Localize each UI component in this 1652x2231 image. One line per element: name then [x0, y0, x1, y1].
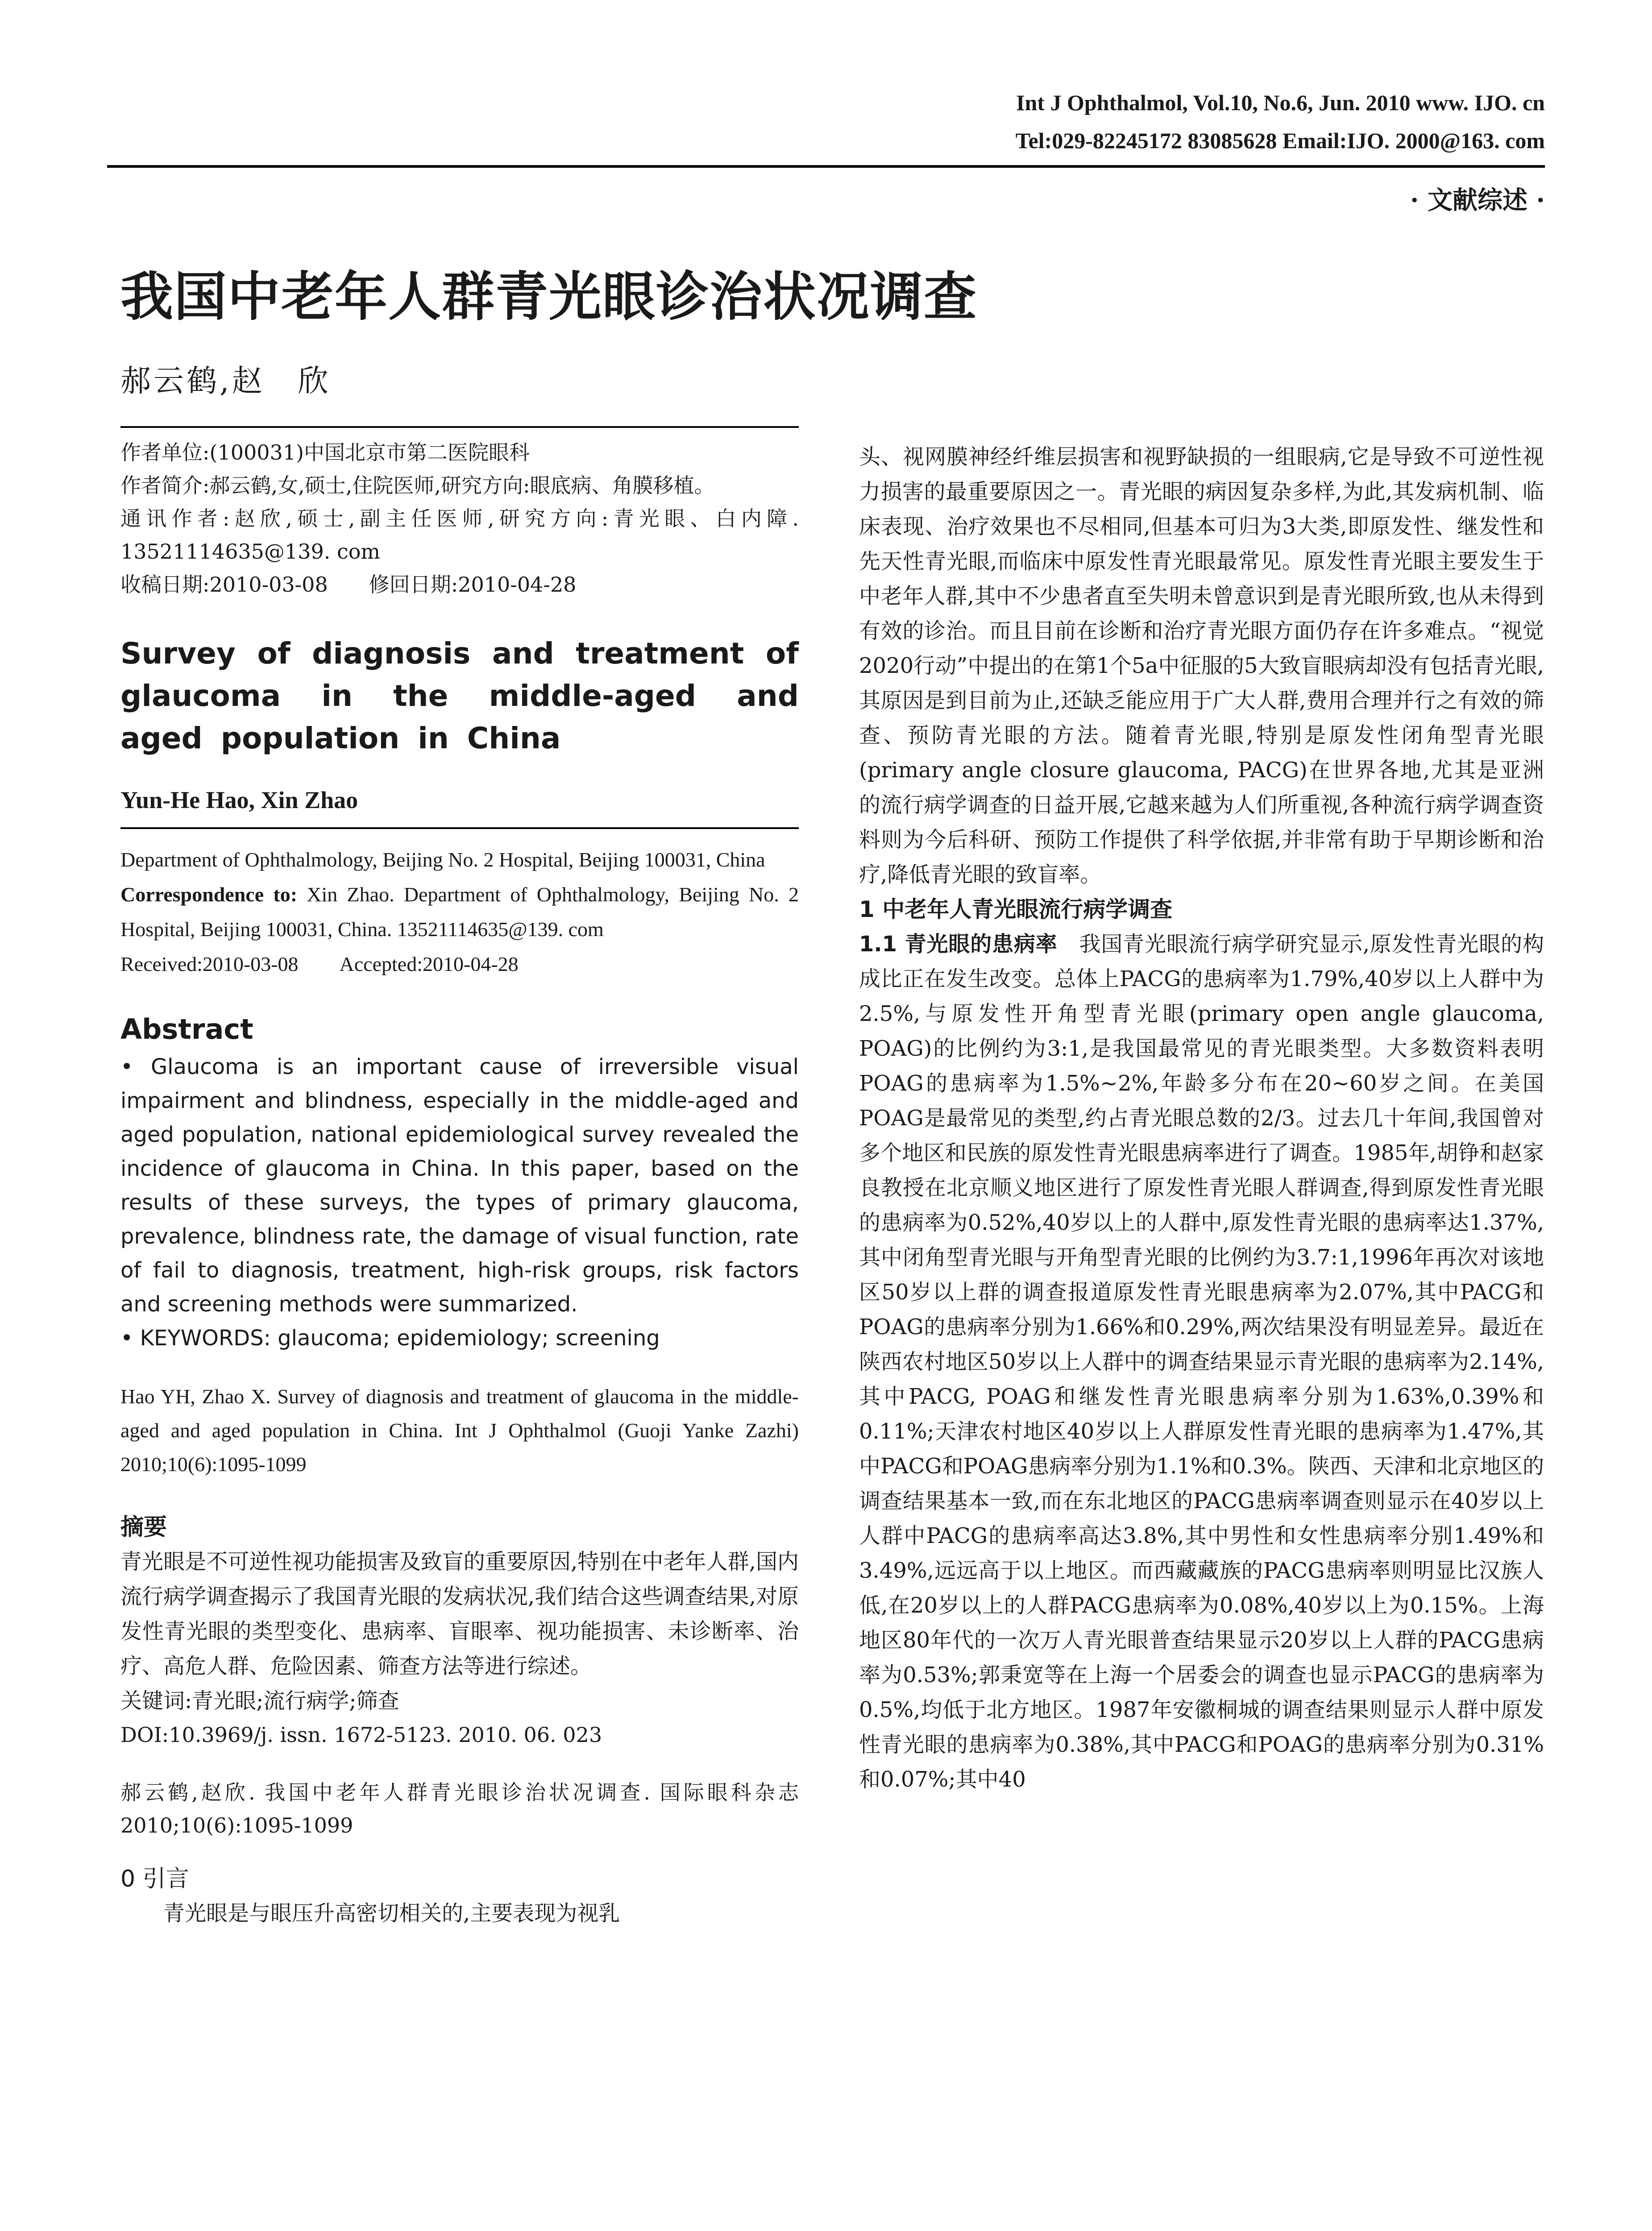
corresponding-author-zh: 通讯作者:赵欣,硕士,副主任医师,研究方向:青光眼、白内障. 13521114635@139. com — [120, 506, 799, 564]
intro-text: 青光眼是与眼压升高密切相关的,主要表现为视乳 — [163, 1901, 620, 1926]
article-title-en: Survey of diagnosis and treatment of glaucoma in the middle-aged and aged population in China — [120, 636, 799, 755]
citation-zh: 郝云鹤,赵欣. 我国中老年人群青光眼诊治状况调查. 国际眼科杂志 2010;10(6):1095-1099 — [120, 1780, 799, 1837]
header-rule — [107, 165, 1545, 168]
affiliation-en: Department of Ophthalmology, Beijing No. 2 Hospital, Beijing 100031, China — [120, 848, 765, 871]
zh-keywords: 关键词:青光眼;流行病学;筛查 — [120, 1688, 399, 1713]
intro-heading: 0 引言 — [120, 1866, 189, 1892]
section-tag: · 文献综述 · — [1410, 186, 1545, 215]
correspondence-label: Correspondence to: — [120, 883, 298, 906]
author-bio-zh: 作者简介:郝云鹤,女,硕士,住院医师,研究方向:眼底病、角膜移植。 — [120, 473, 715, 498]
zh-abstract-heading: 摘要 — [120, 1514, 167, 1541]
doi: DOI:10.3969/j. issn. 1672-5123. 2010. 06. 023 — [120, 1723, 602, 1747]
correspondence-text: Xin Zhao. Department of Ophthalmology, Beijing No. 2 Hospital, Beijing 100031, China. 13521114635@139. com — [120, 883, 799, 941]
journal-header-line2: Tel:029-82245172 83085628 Email:IJO. 2000@163. com — [1015, 128, 1545, 153]
body-paragraph-2 — [859, 927, 1544, 1797]
abstract-heading: Abstract — [120, 1013, 253, 1045]
section-1-heading: 1 中老年人青光眼流行病学调查 — [859, 896, 1173, 922]
author-affiliation-zh: 作者单位:(100031)中国北京市第二医院眼科 — [120, 440, 530, 464]
received-dates-zh: 收稿日期:2010-03-08 修回日期:2010-04-28 — [120, 572, 577, 597]
journal-header-line1: Int J Ophthalmol, Vol.10, No.6, Jun. 2010 www. IJO. cn — [1016, 90, 1545, 115]
subsection-1-1-heading: 1.1 青光眼的患病率 — [859, 932, 1058, 957]
left-column — [120, 426, 799, 1931]
authors-en: Yun-He Hao, Xin Zhao — [120, 786, 799, 829]
author-info-block — [120, 426, 799, 601]
authors-zh: 郝云鹤,赵 欣 — [120, 364, 331, 399]
received-dates-en: Received:2010-03-08 Accepted:2010-04-28 — [120, 953, 519, 975]
body-paragraph-1: 头、视网膜神经纤维层损害和视野缺损的一组眼病,它是导致不可逆性视力损害的最重要原因之一。青光眼的病因复杂多样,为此,其发病机制、临床表现、治疗效果也不尽相同,但基本可归为3大类,即原发性、继发性和先天性青光眼,而临床中原发性青光眼最常见。原发性青光眼主要发生于中老年人群,其中不少患者直至失明未曾意识到是青光眼所致,也从未得到有效的诊治。而且目前在诊断和治疗青光眼方面仍存在许多难点。“视觉2020行动”中提出的在第1个5a中征服的5大致盲眼病却没有包括青光眼,其原因是到目前为止,还缺乏能应用于广大人群,费用合理并行之有效的筛查、预防青光眼的方法。随着青光眼,特别是原发性闭角型青光眼(primary angle closure glaucoma, PACG)在世界各地,尤其是亚洲的流行病学调查的日益开展,它越来越为人们所重视,各种流行病学调查资料则为今后科研、预防工作提供了科学依据,并非常有助于早期诊断和治疗,降低青光眼的致盲率。 — [859, 444, 1544, 887]
correspondence-en — [120, 877, 799, 947]
article-title-zh: 我国中老年人群青光眼诊治状况调查 — [120, 266, 978, 328]
right-column — [859, 440, 1544, 1797]
abstract-text: • Glaucoma is an important cause of irreversible visual impairment and blindness, especially in the middle-aged and aged population, national epidemiological survey revealed the incidence of glaucoma in China. In this paper, based on the results of these surveys, the types of primary glaucoma, prevalence, blindness rate, the damage of visual function, rate of fail to diagnosis, treatment, high-risk groups, risk factors and screening methods were summarized. — [120, 1054, 799, 1317]
subsection-1-1-text: 我国青光眼流行病学研究显示,原发性青光眼的构成比正在发生改变。总体上PACG的患病率为1.79%,40岁以上人群中为2.5%,与原发性开角型青光眼(primary open angle glaucoma, POAG)的比例约为3:1,是我国最常见的青光眼类型。大多数资料表明POAG的患病率为1.5%~2%,年龄多分布在20~60岁之间。在美国POAG是最常见的类型,约占青光眼总数的2/3。过去几十年间,我国曾对多个地区和民族的原发性青光眼患病率进行了调查。1985年,胡铮和赵家良教授在北京顺义地区进行了原发性青光眼人群调查,得到原发性青光眼的患病率为0.52%,40岁以上的人群中,原发性青光眼的患病率达1.37%,其中闭角型青光眼与开角型青光眼的比例约为3.7:1,1996年再次对该地区50岁以上群的调查报道原发性青光眼患病率为2.07%,其中PACG和POAG的患病率分别为1.66%和0.29%,两次结果没有明显差异。最近在陕西农村地区50岁以上人群中的调查结果显示青光眼的患病率为2.14%,其中PACG, POAG和继发性青光眼患病率分别为1.63%,0.39%和0.11%;天津农村地区40岁以上人群原发性青光眼的患病率为1.47%,其中PACG和POAG患病率分别为1.1%和0.3%。陕西、天津和北京地区的调查结果基本一致,而在东北地区的PACG患病率调查则显示在40岁以上人群中PACG的患病率高达3.8%,其中男性和女性患病率分别1.49%和3.49%,远远高于以上地区。而西藏藏族的PACG患病率则明显比汉族人低,在20岁以上的人群PACG患病率为0.08%,40岁以上为0.15%。上海地区80年代的一次万人青光眼普查结果显示20岁以上人群的PACG患病率为0.53%;郭秉宽等在上海一个居委会的调查也显示PACG的患病率为0.5%,均低于北方地区。1987年安徽桐城的调查结果则显示人群中原发性青光眼的患病率为0.38%,其中PACG和POAG的患病率分别为0.31%和0.07%;其中40 — [859, 932, 1544, 1792]
keywords-en: • KEYWORDS: glaucoma; epidemiology; screening — [120, 1326, 660, 1351]
zh-abstract-text: 青光眼是不可逆性视功能损害及致盲的重要原因,特别在中老年人群,国内流行病学调查揭示了我国青光眼的发病状况,我们结合这些调查结果,对原发性青光眼的类型变化、患病率、盲眼率、视功能损害、未诊断率、治疗、高危人群、危险因素、筛查方法等进行综述。 — [120, 1549, 799, 1679]
citation-en: Hao YH, Zhao X. Survey of diagnosis and treatment of glaucoma in the middle-aged and aged population in China. Int J Ophthalmol (Guoji Yanke Zazhi) 2010;10(6):1095-1099 — [120, 1385, 799, 1476]
